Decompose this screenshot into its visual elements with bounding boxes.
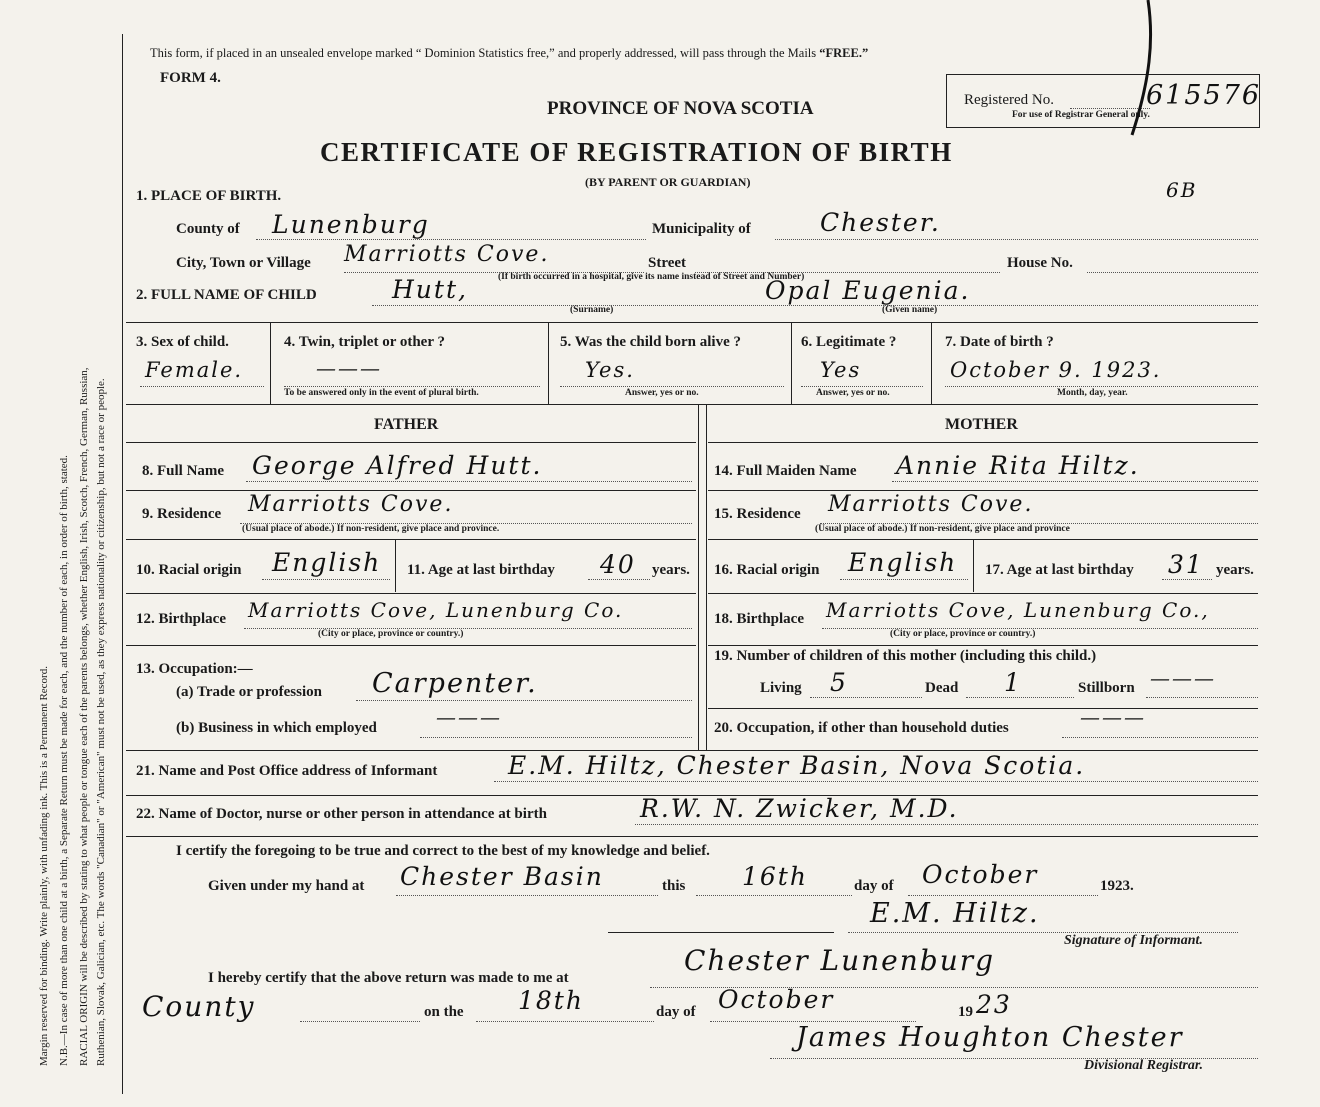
mother-age-label: 17. Age at last birthday bbox=[985, 562, 1134, 578]
mother-birthplace-label: 18. Birthplace bbox=[714, 611, 804, 627]
margin-note-binding: Margin reserved for binding. Write plainly, with unfading ink. This is a Permanent Record. bbox=[38, 666, 50, 1066]
given-day-of-label: day of bbox=[854, 878, 894, 894]
father-birthplace-note: (City or place, province or country.) bbox=[318, 629, 464, 639]
certificate-title: CERTIFICATE OF REGISTRATION OF BIRTH bbox=[320, 137, 953, 167]
margin-border bbox=[122, 34, 123, 1094]
mother-birthplace-value: Marriotts Cove, Lunenburg Co., bbox=[826, 598, 1210, 622]
child-name-label: 2. FULL NAME OF CHILD bbox=[136, 287, 317, 303]
living-value: 5 bbox=[830, 668, 848, 697]
father-birthplace-value: Marriotts Cove, Lunenburg Co. bbox=[248, 598, 624, 622]
father-residence-value: Marriotts Cove. bbox=[248, 492, 454, 517]
trade-value: Carpenter. bbox=[372, 668, 538, 699]
registered-number-value: 615576 bbox=[1146, 80, 1262, 111]
informant-label: 21. Name and Post Office address of Informant bbox=[136, 763, 438, 779]
informant-signature: E.M. Hiltz. bbox=[870, 898, 1040, 929]
father-racial-origin-value: English bbox=[272, 548, 382, 577]
hospital-note: (If birth occurred in a hospital, give its name instead of Street and Number) bbox=[498, 272, 805, 282]
given-day-value: 16th bbox=[742, 862, 808, 891]
legitimate-label: 6. Legitimate ? bbox=[801, 334, 897, 350]
mother-racial-origin-value: English bbox=[848, 548, 958, 577]
sex-label: 3. Sex of child. bbox=[136, 334, 229, 350]
twin-value: ——— bbox=[316, 356, 382, 380]
municipality-value: Chester. bbox=[820, 208, 941, 237]
registrar-on-the-label: on the bbox=[424, 1004, 464, 1020]
stillborn-value: ——— bbox=[1150, 666, 1216, 690]
margin-note-racial-origin: RACIAL ORIGIN will be described by stating to what people or tongue each of the parents belongs, whether English, Irish, Scotch, French, German, Russian, bbox=[78, 367, 90, 1066]
registrar-day-of-label: day of bbox=[656, 1004, 696, 1020]
mother-name-value: Annie Rita Hiltz. bbox=[896, 451, 1140, 480]
informant-signature-caption: Signature of Informant. bbox=[1064, 933, 1203, 948]
mother-residence-note: (Usual place of abode.) If non-resident, give place and province bbox=[815, 524, 1070, 534]
father-age-value: 40 bbox=[600, 550, 636, 579]
registrar-year-value: 23 bbox=[976, 990, 1012, 1019]
given-year-value: 1923. bbox=[1100, 878, 1134, 894]
registrar-place-value: Chester Lunenburg bbox=[684, 944, 996, 977]
doctor-label: 22. Name of Doctor, nurse or other person in attendance at birth bbox=[136, 806, 547, 822]
street-label: Street bbox=[648, 255, 687, 271]
date-of-birth-label: 7. Date of birth ? bbox=[945, 334, 1054, 350]
doctor-value: R.W. N. Zwicker, M.D. bbox=[640, 794, 959, 823]
father-occupation-label: 13. Occupation:— bbox=[136, 661, 253, 677]
registrar-statement: I hereby certify that the above return was made to me at bbox=[208, 970, 569, 986]
given-name-caption: (Given name) bbox=[882, 305, 938, 315]
business-value: ——— bbox=[436, 705, 502, 729]
mother-occupation-value: ——— bbox=[1080, 705, 1146, 729]
father-name-label: 8. Full Name bbox=[142, 463, 225, 479]
county-value: Lunenburg bbox=[272, 210, 430, 239]
mother-heading: MOTHER bbox=[945, 416, 1018, 433]
father-residence-label: 9. Residence bbox=[142, 506, 222, 522]
twin-label: 4. Twin, triplet or other ? bbox=[284, 334, 445, 350]
father-age-unit: years. bbox=[652, 562, 690, 578]
mother-name-label: 14. Full Maiden Name bbox=[714, 463, 857, 479]
city-label: City, Town or Village bbox=[176, 255, 311, 271]
mother-birthplace-note: (City or place, province or country.) bbox=[890, 629, 1036, 639]
registrar-day-value: 18th bbox=[518, 986, 584, 1015]
father-age-label: 11. Age at last birthday bbox=[407, 562, 555, 578]
father-racial-origin-label: 10. Racial origin bbox=[136, 562, 242, 578]
given-month-value: October bbox=[922, 860, 1039, 889]
certificate-subtitle: (BY PARENT OR GUARDIAN) bbox=[585, 175, 751, 189]
province-heading: PROVINCE OF NOVA SCOTIA bbox=[547, 98, 814, 119]
child-given-name-value: Opal Eugenia. bbox=[765, 276, 971, 305]
dead-label: Dead bbox=[925, 680, 959, 696]
house-number-label: House No. bbox=[1007, 255, 1073, 271]
ink-stroke bbox=[1110, 0, 1170, 150]
registrar-caption: Divisional Registrar. bbox=[1084, 1058, 1204, 1073]
surname-caption: (Surname) bbox=[570, 305, 614, 315]
informant-value: E.M. Hiltz, Chester Basin, Nova Scotia. bbox=[508, 751, 1086, 780]
living-label: Living bbox=[760, 680, 802, 696]
margin-note-multiple-births: N.B.—In case of more than one child at a birth, a Separate Return must be made for each, and the number of each, in order of birth, stated. bbox=[58, 455, 70, 1066]
form-number: FORM 4. bbox=[160, 70, 221, 86]
father-name-value: George Alfred Hutt. bbox=[252, 451, 543, 480]
mother-racial-origin-label: 16. Racial origin bbox=[714, 562, 820, 578]
registrar-use-note: For use of Registrar General only. bbox=[1012, 110, 1150, 120]
registrar-signature: James Houghton Chester bbox=[796, 1022, 1184, 1053]
sex-value: Female. bbox=[145, 358, 244, 382]
children-count-label: 19. Number of children of this mother (including this child.) bbox=[714, 648, 1097, 664]
father-birthplace-label: 12. Birthplace bbox=[136, 611, 226, 627]
registrar-county-value: County bbox=[142, 990, 256, 1023]
municipality-label: Municipality of bbox=[652, 221, 751, 237]
legitimate-note: Answer, yes or no. bbox=[816, 388, 890, 398]
born-alive-label: 5. Was the child born alive ? bbox=[560, 334, 741, 350]
born-alive-value: Yes. bbox=[585, 358, 635, 382]
corner-mark: 6B bbox=[1166, 178, 1198, 202]
dead-value: 1 bbox=[1004, 668, 1022, 697]
date-of-birth-value: October 9. 1923. bbox=[950, 358, 1162, 382]
mother-residence-label: 15. Residence bbox=[714, 506, 801, 522]
margin-note-racial-origin-2: Ruthenian, Slovak, Galician, etc. The words "Canadian" or "American" must not be used, as they express nationality or citizenship, but not a race or people. bbox=[95, 378, 107, 1066]
mother-age-unit: years. bbox=[1216, 562, 1254, 578]
place-of-birth-label: 1. PLACE OF BIRTH. bbox=[136, 188, 282, 204]
given-at-label: Given under my hand at bbox=[208, 878, 365, 894]
given-at-place: Chester Basin bbox=[400, 862, 604, 891]
registered-number-label: Registered No. bbox=[964, 92, 1054, 108]
business-label: (b) Business in which employed bbox=[176, 720, 377, 736]
county-label: County of bbox=[176, 221, 240, 237]
registrar-year-prefix: 19 bbox=[958, 1004, 973, 1020]
stillborn-label: Stillborn bbox=[1078, 680, 1135, 696]
trade-label: (a) Trade or profession bbox=[176, 684, 322, 700]
mother-residence-value: Marriotts Cove. bbox=[828, 492, 1034, 517]
father-heading: FATHER bbox=[374, 416, 439, 433]
mail-note: This form, if placed in an unsealed envelope marked “ Dominion Statistics free,” and properly addressed, will pass through the Mails “FREE.” bbox=[150, 46, 869, 60]
this-label: this bbox=[662, 878, 686, 894]
father-residence-note: (Usual place of abode.) If non-resident, give place and province. bbox=[242, 524, 500, 534]
born-alive-note: Answer, yes or no. bbox=[625, 388, 699, 398]
registrar-month-value: October bbox=[718, 985, 835, 1014]
mother-occupation-label: 20. Occupation, if other than household duties bbox=[714, 720, 1009, 736]
certify-statement: I certify the foregoing to be true and correct to the best of my knowledge and belief. bbox=[176, 843, 710, 859]
mother-age-value: 31 bbox=[1168, 550, 1204, 579]
legitimate-value: Yes bbox=[820, 358, 862, 382]
date-of-birth-note: Month, day, year. bbox=[1057, 388, 1128, 398]
child-surname-value: Hutt, bbox=[392, 275, 468, 304]
twin-note: To be answered only in the event of plural birth. bbox=[284, 388, 479, 398]
city-value: Marriotts Cove. bbox=[344, 242, 550, 267]
